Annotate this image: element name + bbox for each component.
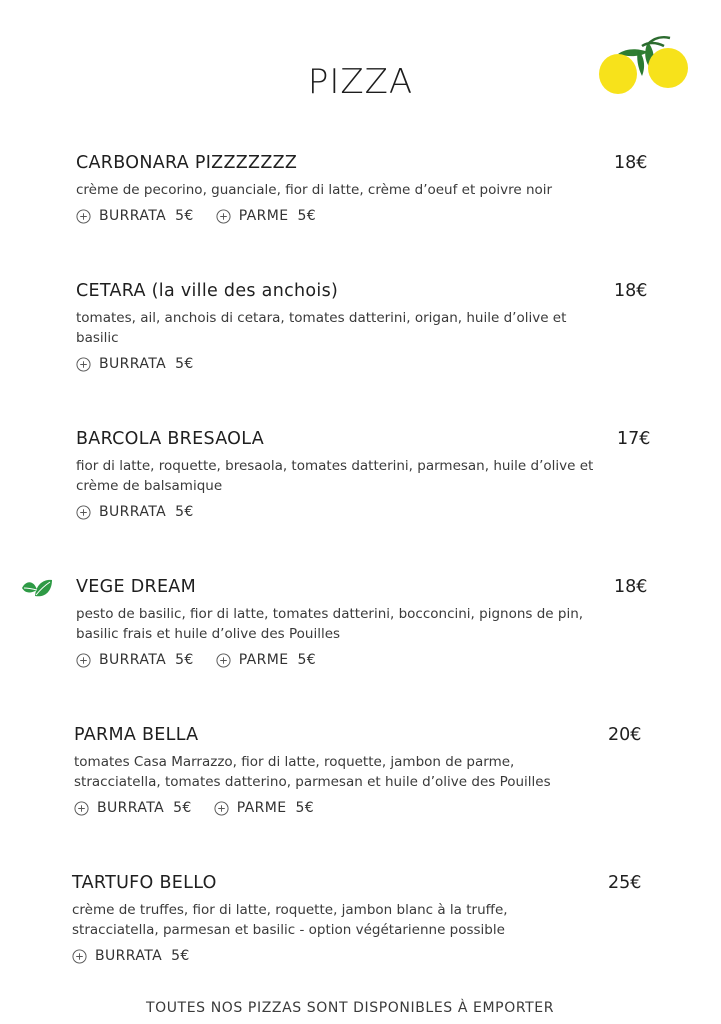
- item-description: tomates, ail, anchois di cetara, tomates datterini, origan, huile d’olive et basilic: [76, 310, 567, 346]
- option-parme: [216, 208, 316, 224]
- option-burrata: [76, 504, 194, 520]
- plus-circle-icon: [76, 209, 91, 224]
- plus-circle-icon: [76, 505, 91, 520]
- option-label: PARME: [238, 652, 289, 668]
- option-burrata: [76, 652, 194, 668]
- option-price: 5€: [175, 504, 194, 520]
- leaf-icon: [20, 578, 53, 600]
- option-burrata: [76, 208, 194, 224]
- option-price: 5€: [175, 208, 194, 224]
- option-label: PARME: [238, 208, 289, 224]
- option-burrata: [74, 800, 192, 816]
- plus-circle-icon: [216, 653, 231, 668]
- item-name: CETARA (la ville des anchois): [76, 281, 339, 301]
- item-description: crème de truffes, fior di latte, roquette, jambon blanc à la truffe, stracciatella, parmesan et basilic - option végétarienne possible: [72, 902, 508, 938]
- item-description: fior di latte, roquette, bresaola, tomates datterini, parmesan, huile d’olive et crème de balsamique: [76, 458, 594, 494]
- item-options: [72, 948, 212, 964]
- item-options: [76, 356, 216, 372]
- plus-circle-icon: [76, 653, 91, 668]
- item-name: PARMA BELLA: [74, 725, 199, 745]
- item-description: tomates Casa Marrazzo, fior di latte, roquette, jambon de parme, stracciatella, tomates datterino, parmesan et huile d’olive des Pouilles: [74, 754, 551, 790]
- item-name: TARTUFO BELLO: [72, 873, 217, 893]
- item-price: 18€: [614, 153, 648, 173]
- plus-circle-icon: [72, 949, 87, 964]
- option-label: BURRATA: [97, 800, 165, 816]
- plus-circle-icon: [216, 209, 231, 224]
- option-price: 5€: [297, 652, 317, 668]
- item-name: BARCOLA BRESAOLA: [76, 429, 264, 449]
- option-burrata: [72, 948, 190, 964]
- option-price: 5€: [295, 800, 315, 816]
- plus-circle-icon: [74, 801, 89, 816]
- plus-circle-icon: [76, 357, 91, 372]
- item-description: crème de pecorino, guanciale, fior di latte, crème d’oeuf et poivre noir: [76, 182, 553, 198]
- option-label: BURRATA: [95, 948, 163, 964]
- page-title: PIZZA: [307, 62, 414, 102]
- item-price: 18€: [614, 281, 648, 301]
- option-price: 5€: [175, 356, 194, 372]
- option-price: 5€: [297, 208, 317, 224]
- item-name: CARBONARA PIZZZZZZZ: [76, 153, 298, 173]
- option-price: 5€: [171, 948, 190, 964]
- option-label: BURRATA: [99, 356, 167, 372]
- option-price: 5€: [173, 800, 192, 816]
- option-label: BURRATA: [99, 504, 167, 520]
- item-options: [76, 208, 338, 224]
- item-price: 18€: [614, 577, 648, 597]
- option-price: 5€: [175, 652, 194, 668]
- item-price: 20€: [608, 725, 642, 745]
- lemon-icon: [598, 32, 693, 102]
- item-options: [74, 800, 336, 816]
- item-description: pesto de basilic, fior di latte, tomates datterini, bocconcini, pignons de pin, basilic frais et huile d’olive des Pouilles: [76, 606, 584, 642]
- item-options: [76, 504, 216, 520]
- item-price: 17€: [617, 429, 651, 449]
- option-parme: [214, 800, 314, 816]
- plus-circle-icon: [214, 801, 229, 816]
- takeaway-note: TOUTES NOS PIZZAS SONT DISPONIBLES À EMPORTER: [145, 1000, 555, 1016]
- item-price: 25€: [608, 873, 642, 893]
- option-label: PARME: [236, 800, 287, 816]
- item-name: VEGE DREAM: [76, 577, 196, 597]
- option-parme: [216, 652, 316, 668]
- option-label: BURRATA: [99, 652, 167, 668]
- option-burrata: [76, 356, 194, 372]
- option-label: BURRATA: [99, 208, 167, 224]
- item-options: [76, 652, 338, 668]
